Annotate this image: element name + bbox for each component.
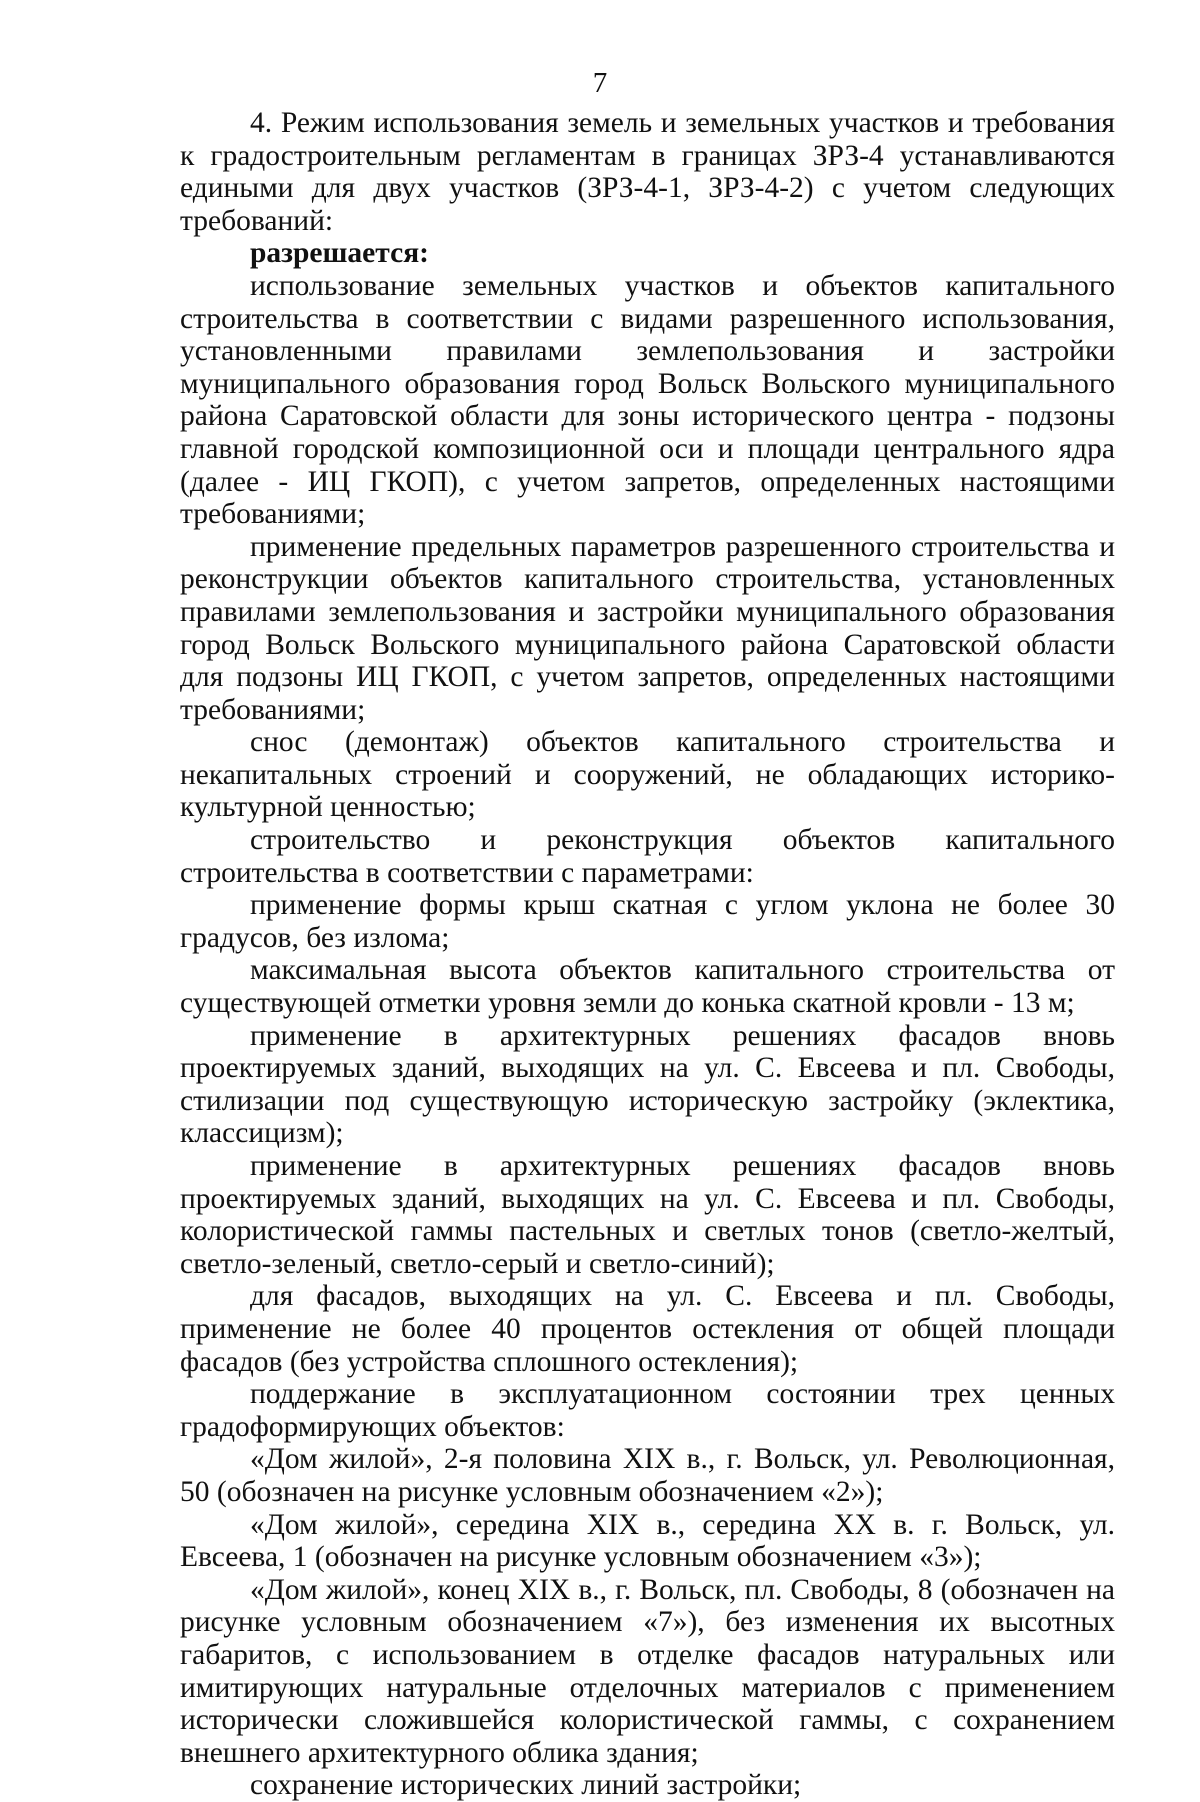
paragraph-building-lines: сохранение исторических линий застройки; bbox=[250, 1769, 802, 1802]
page-number: 7 bbox=[592, 67, 608, 99]
paragraph-max-height: максимальная высота объектов капитального строительства от существующей отметки уровня земли до конька скатной кровли - 13 м; bbox=[180, 954, 1115, 1020]
paragraph-demolition: снос (демонтаж) объектов капитального строительства и некапитальных строений и сооружений, не обладающих историко-культурной ценностью; bbox=[180, 726, 1115, 824]
paragraph-house-2: «Дом жилой», 2-я половина XIX в., г. Вольск, ул. Революционная, 50 (обозначен на рисунке условным обозначением «2»); bbox=[180, 1443, 1115, 1508]
paragraph-glazing: для фасадов, выходящих на ул. С. Евсеева и пл. Свободы, применение не более 40 процентов остекления от общей площади фасадов (без устройства сплошного остекления); bbox=[180, 1280, 1115, 1378]
paragraph-house-3: «Дом жилой», середина XIX в., середина XX в. г. Вольск, ул. Евсеева, 1 (обозначен на рисунке условным обозначением «3»); bbox=[180, 1508, 1115, 1574]
paragraph-house-7: «Дом жилой», конец XIX в., г. Вольск, пл. Свободы, 8 (обозначен на рисунке условным обозначением «7»), без изменения их высотных габаритов, с использованием в отделке фасадов натуральных или имитирующих натуральные отделочных материалов с применением исторически сложившейся колористической гаммы, с сохранением внешнего архитектурного облика здания; bbox=[180, 1573, 1115, 1769]
paragraph-maintenance: поддержание в эксплуатационном состоянии трех ценных градоформирующих объектов: bbox=[180, 1378, 1115, 1443]
paragraph-roof-shape: применение формы крыш скатная с углом уклона не более 30 градусов, без излома; bbox=[180, 889, 1115, 954]
paragraph-limit-parameters: применение предельных параметров разрешенного строительства и реконструкции объектов капитального строительства, установленных правилами землепользования и застройки муниципального образования город Вольск Вольского муниципального района Саратовской области для подзоны ИЦ ГКОП, с учетом запретов, определенных настоящими требованиями; bbox=[180, 530, 1115, 726]
paragraph-land-use: использование земельных участков и объектов капитального строительства в соответствии с видами разрешенного использования, установленными правилами землепользования и застройки муниципального образования город Вольск Вольского муниципального района Саратовской области для зоны исторического центра - подзоны главной городской композиционной оси и площади центрального ядра (далее - ИЦ ГКОП), с учетом запретов, определенных настоящими требованиями; bbox=[180, 269, 1115, 531]
paragraph-facade-colors: применение в архитектурных решениях фасадов вновь проектируемых зданий, выходящих на ул. С. Евсеева и пл. Свободы, колористической гаммы пастельных и светлых тонов (светло-желтый, светло-зеленый, светло-серый и светло-синий); bbox=[180, 1150, 1115, 1280]
paragraph-zrz4-regime: 4. Режим использования земель и земельных участков и требования к градостроительным регламентам в границах ЗРЗ-4 устанавливаются едиными для двух участков (ЗРЗ-4-1, ЗРЗ-4-2) с учетом следующих требований: bbox=[180, 107, 1115, 237]
paragraph-construction: строительство и реконструкция объектов капитального строительства в соответствии с параметрами: bbox=[180, 824, 1115, 889]
paragraph-facade-style: применение в архитектурных решениях фасадов вновь проектируемых зданий, выходящих на ул. С. Евсеева и пл. Свободы, стилизации под существующую историческую застройку (эклектика, классицизм); bbox=[180, 1019, 1115, 1150]
document-body bbox=[180, 107, 1115, 1802]
heading-allowed: разрешается: bbox=[250, 237, 429, 270]
